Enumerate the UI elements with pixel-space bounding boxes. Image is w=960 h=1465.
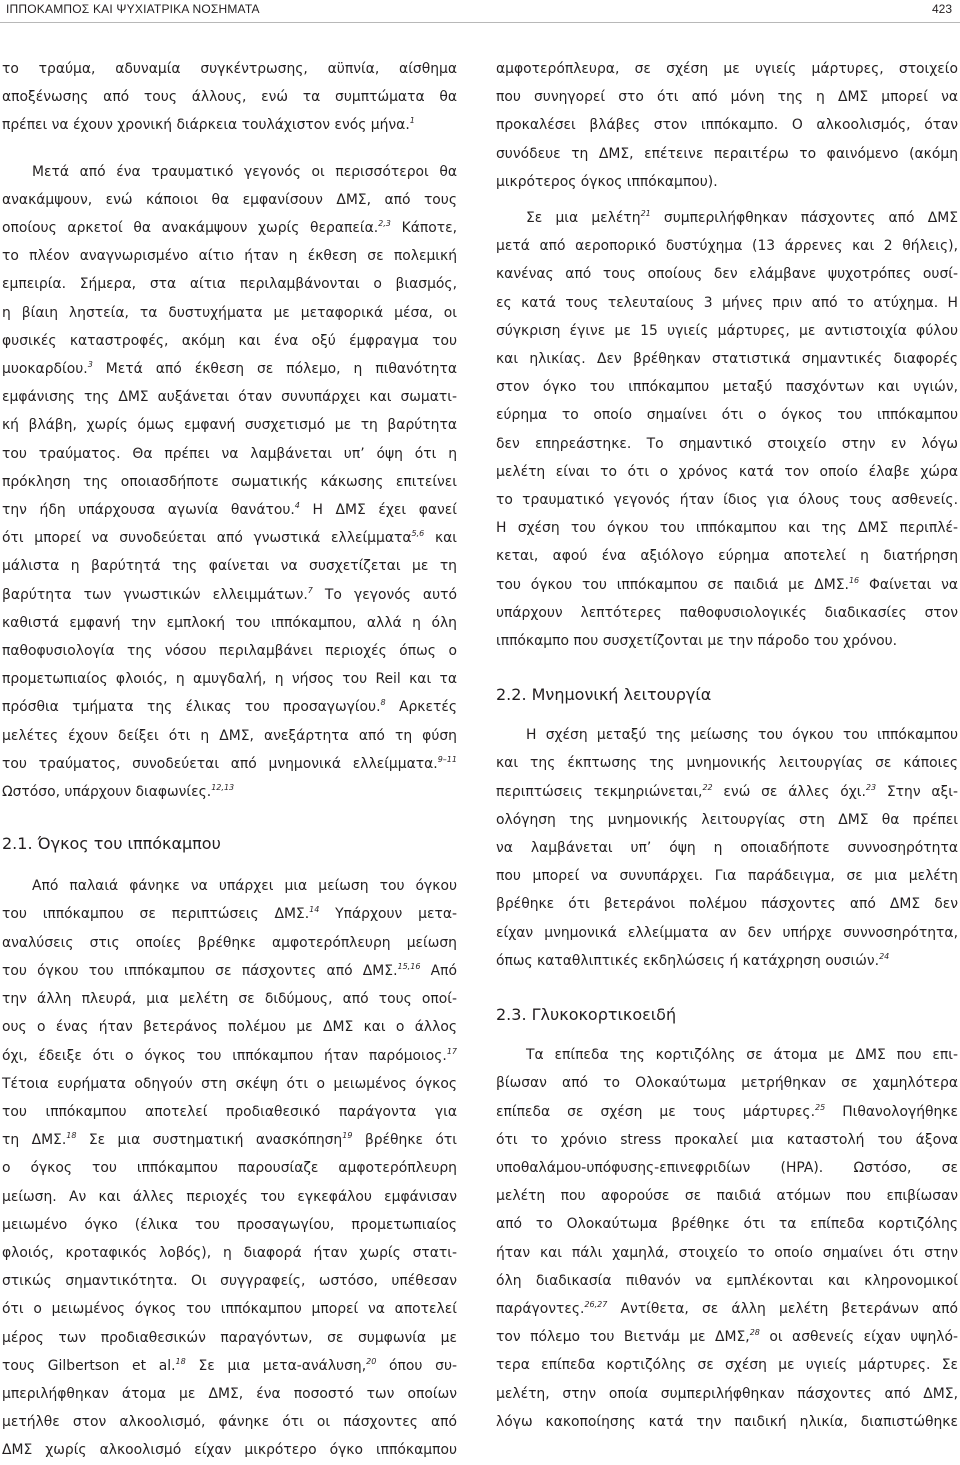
citation: 28	[749, 1328, 760, 1338]
citation: 18	[175, 1356, 186, 1366]
citation: 24	[879, 951, 890, 961]
citation: 23	[865, 782, 877, 792]
citation: 25	[814, 1102, 826, 1112]
citation: 21	[640, 209, 651, 219]
paragraph: αμφοτερόπλευρα, σε σχέση με υγιείς μάρτυρες, στοιχείο που συνηγορεί στο ότι από μόνη της η ΔΜΣ μπορεί να προκαλέσει βλάβες στον ιππόκαμπο. Ο αλκοολισμός, όταν συνόδευε τη ΔΜΣ, επέτεινε περαιτέρω το φαινόμενο (ακόμη μικρότερος όγκος ιππόκαμπου).	[496, 61, 958, 190]
citation: 14	[309, 905, 320, 915]
citation: 9–11	[437, 754, 457, 764]
right-column	[496, 55, 958, 1436]
citation: 16	[848, 575, 860, 585]
citation: 1	[409, 116, 415, 126]
citation: 20	[366, 1356, 377, 1366]
paragraph: Από παλαιά φάνηκε να υπάρχει μια μείωση του όγκου του ιππόκαμπου σε περιπτώσεις ΔΜΣ.$^{14}$ Υπάρχουν μετα- αναλύσεις στις οποίες βρέθηκε αμφοτερόπλευρη μείωση του όγκου του ιππόκαμπου σε πάσχοντες από ΔΜΣ.$^{15,16}$ Από την άλλη πλευρά, μια μελέτη σε διδύμους, από τους οποί- ους ο ένας ήταν βετεράνος πολέμου με ΔΜΣ και ο άλλος όχι, έδειξε ότι ο όγκος του ιππόκαμπου ήταν παρόμοιος.$^{17}$ Τέτοια ευρήματα οδηγούν στη σκέψη ότι ο μειωμένος όγκος του ιππόκαμπου αποτελεί προδιαθεσικό παράγοντα για τη ΔΜΣ.$^{18}$ Σε μια συστηματική ανασκόπηση$^{19}$ βρέθηκε ότι ο όγκος του ιππόκαμπου παρουσίαζε αμφοτερόπλευρη μείωση. Αν και άλλες περιοχές του εγκεφάλου εμφάνισαν μειωμένο όγκο (έλικα του προσαγωγίου, προμετωπιαίος φλοιός, κροταφικός λοβός), η διαφορά ήταν χωρίς στατι- στικώς σημαντικότητα. Οι συγγραφείς, ωστόσο, υπέθεσαν ότι ο μειωμένος όγκος του ιππόκαμπου μπορεί να αποτελεί μέρος των προδιαθεσικών παραγόντων, σε συμφωνία με τους Gilbertson et al.$^{18}$ Σε μια μετα-ανάλυση,$^{20}$ όπου συ- μπεριλήφθηκαν άτομα με ΔΜΣ, ένα ποσοστό των οποίων μετήλθε στον αλκοολισμό, φάνηκε ότι οι πάσχοντες από ΔΜΣ χωρίς αλκοολισμό είχαν μικρότερο όγκο ιππόκαμπου	[2, 878, 457, 1459]
paragraph: το τραύμα, αδυναμία συγκέντρωσης, αϋπνία, αίσθημα αποξένωσης από τους άλλους, ενώ τα συμπτώματα θα πρέπει να έχουν χρονική διάρκεια τουλάχιστον ενός μήνα.$^1$	[2, 61, 457, 134]
citation: 3	[87, 360, 93, 370]
journal-title: ΙΠΠΟΚΑΜΠΟΣ ΚΑΙ ΨΥΧΙΑΤΡΙΚΑ ΝΟΣΗΜΑΤΑ	[6, 2, 260, 16]
paragraph: Σε μια μελέτη$^{21}$ συμπεριλήφθηκαν πάσχοντες από ΔΜΣ μετά από αεροπορικό δυστύχημα (13 άρρενες και 2 θήλεις), κανένας από τους οποίους δεν ελάμβανε ψυχοτρόπες ουσί- ες κατά τους τελευταίους 3 μήνες πριν από το ατύχημα. Η σύγκριση έγινε με 15 υγιείς μάρτυρες, με αντιστοιχία φύλου και ηλικίας. Δεν βρέθηκαν στατιστικά σημαντικές διαφορές στον όγκο του ιππόκαμπου μεταξύ πασχόντων και υγιών, εύρημα το οποίο σημαίνει ότι ο όγκος του ιππόκαμπου δεν επηρεάστηκε. Το σημαντικό στοιχείο στην εν λόγω μελέτη είναι το ότι ο χρόνος κατά τον οποίο έλαβε χώρα το τραυματικό γεγονός ήταν ίδιος για όλους τους ασθενείς. Η σχέση του όγκου του ιππόκαμπου και της ΔΜΣ περιπλέ- κεται, αφού ένα αξιόλογο εύρημα αποτελεί η διατήρηση του όγκου του ιππόκαμπου σε παιδιά με ΔΜΣ.$^{16}$ Φαίνεται να υπάρχουν λεπτότερες παθοφυσιολογικές διαδικασίες στον ιππόκαμπο που συσχετίζονται με την πάροδο του χρόνου.	[496, 209, 959, 650]
citation: 2,3	[378, 219, 391, 229]
citation: 17	[446, 1046, 457, 1056]
citation: 18	[66, 1131, 77, 1141]
citation: 12,13	[211, 783, 235, 793]
citation: 8	[380, 698, 386, 708]
citation: 5,6	[411, 529, 425, 539]
left-column	[2, 55, 457, 1465]
paragraph: Η σχέση μεταξύ της μείωσης του όγκου του ιππόκαμπου και της έκπτωσης της μνημονικής λειτουργίας σε κάποιες περιπτώσεις τεκμηριώνεται,$^{22}$ ενώ σε άλλες όχι.$^{23}$ Στην αξι- ολόγηση της μνημονικής λειτουργίας στη ΔΜΣ θα πρέπει να λαμβάνεται υπ’ όψη η οποιαδήποτε συννοσηρότητα που μπορεί να συνυπάρχει. Για παράδειγμα, σε μια μελέτη βρέθηκε ότι βετεράνοι πολέμου πάσχοντες από ΔΜΣ δεν είχαν μνημονικά ελλείμματα αν δεν υπήρχε συννοσηρότητα, όπως καταθλιπτικές εκδηλώσεις ή κατάχρηση ουσιών.$^{24}$	[496, 727, 958, 969]
paragraph: Τα επίπεδα της κορτιζόλης σε άτομα με ΔΜΣ που επι- βίωσαν από το Ολοκαύτωμα μετρήθηκαν σε χαμηλότερα επίπεδα σε σχέση με τους μάρτυρες.$^{25}$ Πιθανολογήθηκε ότι το χρόνιο stress προκαλεί μια καταστολή του άξονα υποθαλάμου-υπόφυσης-επινεφριδίων (HPA). Ωστόσο, σε μελέτη που αφορούσε σε παιδιά ατόμων που επιβίωσαν από το Ολοκαύτωμα βρέθηκε ότι τα επίπεδα κορτιζόλης ήταν και πάλι χαμηλά, στοιχείο το οποίο σημαίνει ότι στην όλη διαδικασία πιθανόν να εμπλέκονται και κληρονομικοί παράγοντες.$^{26,27}$ Αντίθετα, σε άλλη μελέτη βετεράνων από τον πόλεμο του Βιετνάμ με ΔΜΣ,$^{28}$ οι ασθενείς είχαν υψηλό- τερα επίπεδα κορτιζόλης σε σχέση με υγιείς μάρτυρες. Σε μελέτη, στην οποία συμπεριλήφθηκαν πάσχοντες από ΔΜΣ, λόγω κακοποίησης κατά την παιδική ηλικία, διαπιστώθηκε	[496, 1047, 958, 1430]
citation: 7	[307, 585, 313, 595]
citation: 26,27	[584, 1299, 608, 1309]
running-header	[0, 0, 960, 23]
citation: 4	[294, 501, 300, 511]
paragraph: Μετά από ένα τραυματικό γεγονός οι περισσότεροι θα ανακάμψουν, ενώ κάποιοι θα εμφανίσουν ΔΜΣ, από τους οποίους αρκετοί θα ανακάμψουν χωρίς θεραπεία.$^{2,3}$ Κάποτε, το πλέον αναγνωρισμένο αίτιο ήταν η έκθεση σε πολεμική εμπειρία. Σήμερα, στα αίτια περιλαμβάνονται ο βιασμός, η βίαιη ληστεία, τα δυστυχήματα με μεταφορικά μέσα, οι φυσικές καταστροφές, ακόμη και ένα οξύ έμφραγμα του μυοκαρδίου.$^3$ Μετά από έκθεση σε πόλεμο, η πιθανότητα εμφάνισης της ΔΜΣ αυξάνεται όταν συνυπάρχει και σωματι- κή βλάβη, χωρίς όμως εμφανή συσχετισμό με τη βαρύτητα του τραύματος. Θα πρέπει να λαμβάνεται υπ’ όψη ότι η πρόκληση της οποιασδήποτε σωματικής κάκωσης επιτείνει την ήδη υπάρχουσα αγωνία θανάτου.$^4$ Η ΔΜΣ έχει φανεί ότι μπορεί να συνοδεύεται από γνωστικά ελλείμματα$^{5,6}$ και μάλιστα η βαρύτητά της φαίνεται να συσχετίζεται με τη βαρύτητα των γνωστικών ελλειμμάτων.$^7$ Το γεγονός αυτό καθιστά εμφανή την εμπλοκή του ιππόκαμπου, αλλά η όλη παθοφυσιολογία της νόσου περιλαμβάνει περιοχές όπως ο προμετωπιαίος φλοιός, η αμυγδαλή, η νήσος του Reil και τα πρόσθια τμήματα της έλικας του προσαγωγίου.$^8$ Αρκετές μελέτες έχουν δείξει ότι η ΔΜΣ, ανεξάρτητα από τη φύση του τραύματος, συνοδεύεται από μνημονικά ελλείμματα.$^{9-11}$ Ωστόσο, υπάρχουν διαφωνίες.$^{12,13}$	[2, 163, 457, 801]
section-heading: 2.3. Γλυκοκορτικοειδή	[496, 1005, 677, 1025]
section-heading: 2.2. Μνημονική λειτουργία	[496, 685, 712, 705]
page-number: 423	[931, 2, 952, 16]
citation: 19	[342, 1131, 353, 1141]
citation: 15,16	[397, 961, 421, 971]
section-heading: 2.1. Όγκος του ιππόκαμπου	[2, 834, 221, 854]
citation: 22	[702, 782, 713, 792]
